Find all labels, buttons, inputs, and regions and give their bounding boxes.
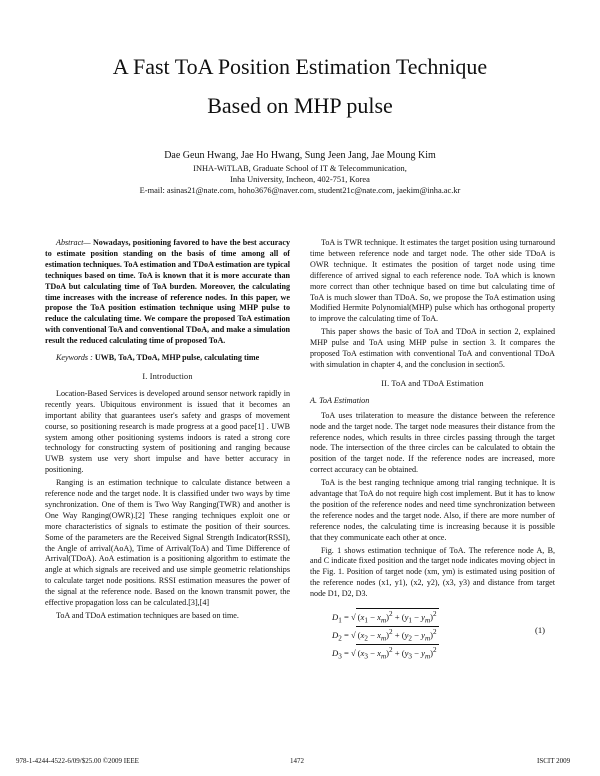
equation-block xyxy=(310,606,555,662)
keywords xyxy=(45,353,290,364)
section-heading-toa-tdoa: II. ToA and TDoA Estimation xyxy=(381,378,484,388)
right-paragraph-2: This paper shows the basic of ToA and TDoA in section 2, explained MHP pulse and ToA using MHP pulse in section 3. It compares the proposed ToA estimation with conventional ToA and conventional TDoA with simulation in chapter 4, and the conclusion in section5. xyxy=(310,327,555,369)
toa-paragraph-1: ToA uses trilateration to measure the distance between the reference node and the target node. The target node measures their distance from the reference nodes, which results in three circles passing through the target node. The intersection of the three circles can be calculated to obtain the position of the target node. If the reference nodes are increased, more correct accuracy can be obtained. xyxy=(310,410,555,475)
abstract xyxy=(45,238,290,347)
equation-d2: $D_2$ = √ $(x_2 - x_m)^2 + (y_2 - y_m)^2$ xyxy=(332,628,437,643)
affiliation-line2: Inha University, Incheon, 402-751, Korea xyxy=(230,175,370,184)
toa-paragraph-3: Fig. 1 shows estimation technique of ToA. The reference node A, B, and C indicate fixed position and the target node indicates moving object in the Fig. 1. Position of target node (xm, ym) is estimated using position of the reference nodes (x1, y1), (x2, y2), (x3, y3) and distance from target node D1, D2, D3. xyxy=(310,545,555,599)
authors: Dae Geun Hwang, Jae Ho Hwang, Sung Jeen Jang, Jae Moung Kim xyxy=(164,150,436,161)
paper-title-line1: A Fast ToA Position Estimation Technique xyxy=(112,54,488,79)
toa-paragraph-2: ToA is the best ranging technique among trial ranging technique. It is advantage that ToA do not require high cost implement. But it has to know the position of the reference nodes and need time synchronization between the reference nodes and the target node. Also, if there are more number of reference nodes, the calculating time is increasing because it is possible that they communicate each other at once. xyxy=(310,478,555,542)
affiliation-line1: INHA-WiTLAB, Graduate School of IT & Telecommunication, xyxy=(193,164,407,173)
left-column xyxy=(45,238,290,624)
keywords-label: Keywords : xyxy=(56,353,95,363)
intro-paragraph-1: Location-Based Services is developed around sensor network rapidly in recently years. Ubiquitous environment is issued that it becomes an important ability that guarantees user's safety and grasps of movement course, so positioning research is made progress at a good pace[1] . UWB system among other positioning systems indoors is rated a strong core technology for constructing system of positioning and ranging because UWB system use very short impulse and have better accuracy in positioning. xyxy=(45,388,290,475)
intro-paragraph-3: ToA and TDoA estimation techniques are based on time. xyxy=(56,611,239,620)
footer-page-number: 1472 xyxy=(290,757,304,765)
equation-d3: $D_3$ = √ $(x_3 - x_m)^2 + (y_3 - y_m)^2$ xyxy=(332,646,437,661)
keywords-text: UWB, ToA, TDoA, MHP pulse, calculating time xyxy=(94,353,260,363)
footer-copyright: 978-1-4244-4522-6/09/$25.00 ©2009 IEEE xyxy=(16,757,139,765)
right-paragraph-1: ToA is TWR technique. It estimates the target position using turnaround time between reference node and target node. The other side TDoA is OWR technique. It estimates the position of target node using time difference of arrived signal to each reference node. ToA which is known more correct than other technique based on time but calculating time of ToA is much slower than TDoA. So, we propose the ToA estimation using Modified Hermite Polynomial(MHP) pulse which has orthogonal property to improve the calculating time of ToA. xyxy=(310,238,555,324)
paper-title-line2: Based on MHP pulse xyxy=(207,93,393,118)
subsection-heading-toa: A. ToA Estimation xyxy=(310,395,370,405)
equation-d1: $D_1$ = √ $(x_1 - x_m)^2 + (y_1 - y_m)^2$ xyxy=(332,610,437,625)
footer-conference: ISCIT 2009 xyxy=(537,757,571,765)
right-column xyxy=(310,238,555,666)
abstract-label: Abstract— xyxy=(56,238,91,247)
section-heading-introduction: I. Introduction xyxy=(142,371,193,381)
intro-paragraph-2: Ranging is an estimation technique to calculate distance between a reference node and the target node. It is classified under two ways by time synchronization. One of them is Two Way Ranging(TWR) and another is One Way Ranging(OWR).[2] These ranging techniques exploit one or more characteristics of signals to estimate the position of their sources. Some of the parameters are the Received Signal Strength Indicator(RSSI), the Angle of arrival(AoA), Time of Arrival(ToA) and Time Difference of Arrival(TDoA). AoA estimation is a positioning algorithm to estimate the angle at which signals are received and use simple geometric relationships to calculate target node positions. RSSI estimation measures the power of the signal at the reference node. Based on the known transmit power, the effective propagation loss can be calculated.[3],[4] xyxy=(45,478,290,608)
emails: E-mail: asinas21@nate.com, hoho3676@naver.com, student21c@nate.com, jaekim@inha.ac.kr xyxy=(139,186,461,195)
abstract-text: Nowadays, positioning favored to have the best accuracy to estimate position standing on the basis of time among all of estimation techniques. ToA estimation and TDoA estimation are typical techniques based on time. ToA is known that it is more accurate than TDoA but calculating time of ToA burden. Moreover, the calculating time increases with the increase of reference nodes. In this paper, we propose the ToA position estimation technique using MHP pulse to reduce the calculating time. We compare the proposed ToA estimation with conventional ToA and conventional TDoA, and make a simulation result the reduced calculating time of proposed ToA. xyxy=(45,238,291,346)
equation-number: (1) xyxy=(534,625,545,636)
